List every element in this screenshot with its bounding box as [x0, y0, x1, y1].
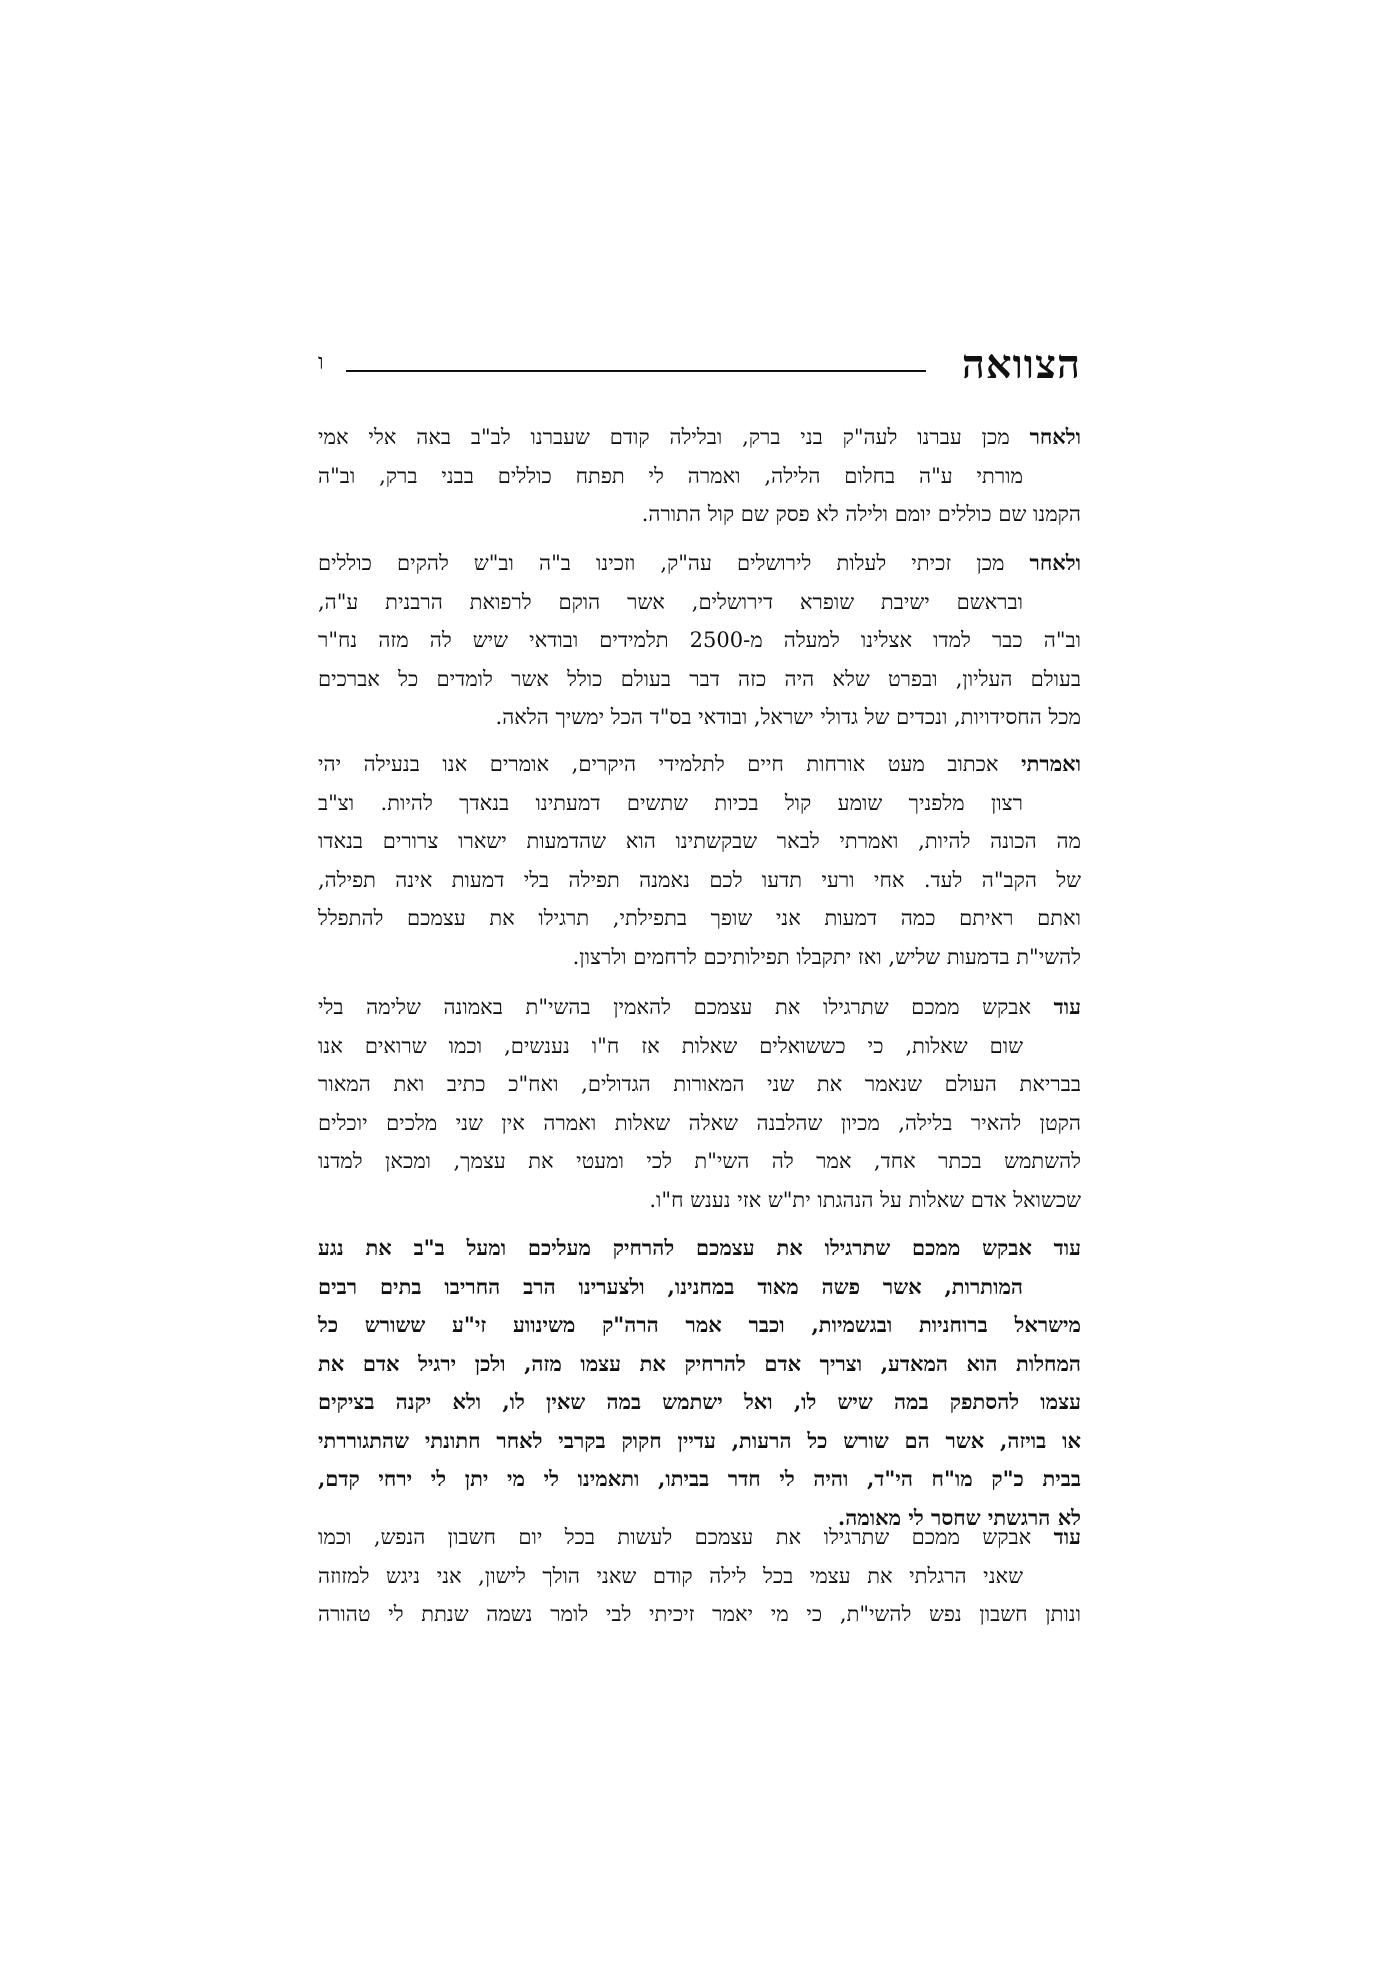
paragraph-6: [318, 1518, 1081, 1634]
paragraph-lead-word: עוד: [1053, 1524, 1081, 1549]
text-line: שאני הרגלתי את עצמי בכל לילה קודם שאני הולך לישון, אני ניגש למזוזה: [318, 1563, 1023, 1588]
text-line: שום שאלות, כי כששואלים שאלות אז ח"ו נענשים, וכמו שרואים אנו: [318, 1033, 1023, 1058]
running-title: הצוואה: [961, 341, 1081, 388]
text-line: מישראל ברוחניות ובגשמיות, וכבר אמר הרה"ק משינווע זי"ע ששורש כל: [318, 1312, 1081, 1337]
text-line: להשתמש בכתר אחד, אמר לה השי"ת לכי ומעטי את עצמך, ומכאן למדנו: [318, 1149, 1081, 1173]
text-line: ובראשם ישיבת שופרא דירושלים, אשר הוקם לרפואת הרבנית ע"ה,: [318, 589, 1023, 614]
text-line: מורתי ע"ה בחלום הלילה, ואמרה לי תפתח כוללים בבני ברק, וב"ה: [318, 463, 1023, 488]
text-line: בבריאת העולם שנאמר את שני המאורות הגדולים, ואח"כ כתיב ואת המאור: [318, 1072, 1081, 1096]
text-line: של הקב"ה לעד. אחי ורעי תדעו לכם נאמנה תפילה בלי דמעות אינה תפילה,: [318, 867, 1081, 892]
paragraph-lead-word: עוד: [1053, 994, 1081, 1019]
paragraph-lead-word: עוד: [1053, 1235, 1082, 1260]
text-line: המחלות הוא המאדע, וצריך אדם להרחיק את עצמו מזה, ולכן ירגיל אדם את: [318, 1350, 1081, 1376]
paragraph-lead-word: ואמרתי: [1021, 751, 1081, 776]
text-line: אבקש ממכם שתרגילו את עצמכם להאמין בהשי"ת באמונה שלימה בלי: [318, 995, 1031, 1019]
text-line: להשי"ת בדמעות שליש, ואז יתקבלו תפילותיכם לרחמים ולרצון.: [572, 944, 1081, 969]
text-line: בבית כ"ק מו"ח הי"ד, והיה לי חדר בביתו, ותאמינו לי מי יתן לי ירחי קדם,: [318, 1466, 1081, 1491]
text-line: הקטן להאיר בלילה, מכיון שהלבנה שאלה שאלות ואמרה אין שני מלכים יוכלים: [318, 1110, 1081, 1135]
text-line: שכשואל אדם שאלות על הנהגתו ית"ש אזי נענש ח"ו.: [649, 1187, 1081, 1212]
header-rule: [346, 370, 926, 372]
paragraph-4: [318, 988, 1081, 1219]
text-line: ונותן חשבון נפש להשי"ת, כי מי יאמר זיכיתי לבי לומר נשמה שנתת לי טהורה: [318, 1602, 1081, 1626]
text-line: אבקש ממכם שתרגילו את עצמכם לעשות בכל יום חשבון הנפש, וכמו: [318, 1525, 1032, 1549]
running-header: [318, 342, 1081, 388]
paragraph-lead-word: ולאחר: [1029, 424, 1081, 449]
text-line: וב"ה כבר למדו אצלינו למעלה מ-2500 תלמידים ובודאי שיש לה מזה נח"ר: [318, 628, 1081, 652]
text-line: מה הכונה להיות, ואמרתי לבאר שבקשתינו הוא שהדמעות ישארו צרורים בנאדו: [318, 829, 1081, 853]
paragraph-2: [318, 544, 1081, 737]
text-line: לא הרגשתי שחסר לי מאומה.: [837, 1504, 1081, 1530]
paragraph-3: [318, 745, 1081, 976]
text-line: בעולם העליון, ובפרט שלא היה כזה דבר בעולם כולל אשר לומדים כל אברכים: [318, 666, 1081, 691]
paragraph-5: [318, 1229, 1081, 1537]
text-line: אכתוב מעט אורחות חיים לתלמידי היקרים, אומרים אנו בנעילה יהי: [318, 752, 999, 776]
text-line: המותרות, אשר פשה מאוד במחנינו, ולצערינו הרב החריבו בתים רבים: [318, 1273, 1023, 1299]
text-line: מכל החסידויות, ונכדים של גדולי ישראל, ובודאי בס"ד הכל ימשיך הלאה.: [495, 705, 1081, 729]
text-line: רצון מלפניך שומע קול בכיות שתשים דמעתינו בנאדך להיות. וצ"ב: [318, 790, 1023, 815]
page-number: ו: [318, 350, 324, 375]
paragraph-1: [318, 418, 1081, 534]
text-line: אבקש ממכם שתרגילו את עצמכם להרחיק מעליכם ומעל ב"ב את נגע: [318, 1235, 1032, 1260]
paragraph-lead-word: ולאחר: [1029, 550, 1081, 575]
text-line: ואתם ראיתם כמה דמעות אני שופך בתפילתי, תרגילו את עצמכם להתפלל: [318, 906, 1081, 930]
text-line: מכן עברנו לעה"ק בני ברק, ובלילה קודם שעברנו לב"ב באה אלי אמי: [318, 425, 1010, 449]
text-line: מכן זכיתי לעלות לירושלים עה"ק, וזכינו ב"ה וב"ש להקים כוללים: [318, 551, 1005, 575]
text-line: או בויזה, אשר הם שורש כל הרעות, עדיין חקוק בקרבי לאחר חתונתי שהתגוררתי: [318, 1427, 1081, 1453]
text-line: הקמנו שם כוללים יומם ולילה לא פסק שם קול התורה.: [641, 502, 1081, 526]
text-line: עצמו להסתפק במה שיש לו, ואל ישתמש במה שאין לו, ולא יקנה בציקים: [318, 1389, 1081, 1414]
